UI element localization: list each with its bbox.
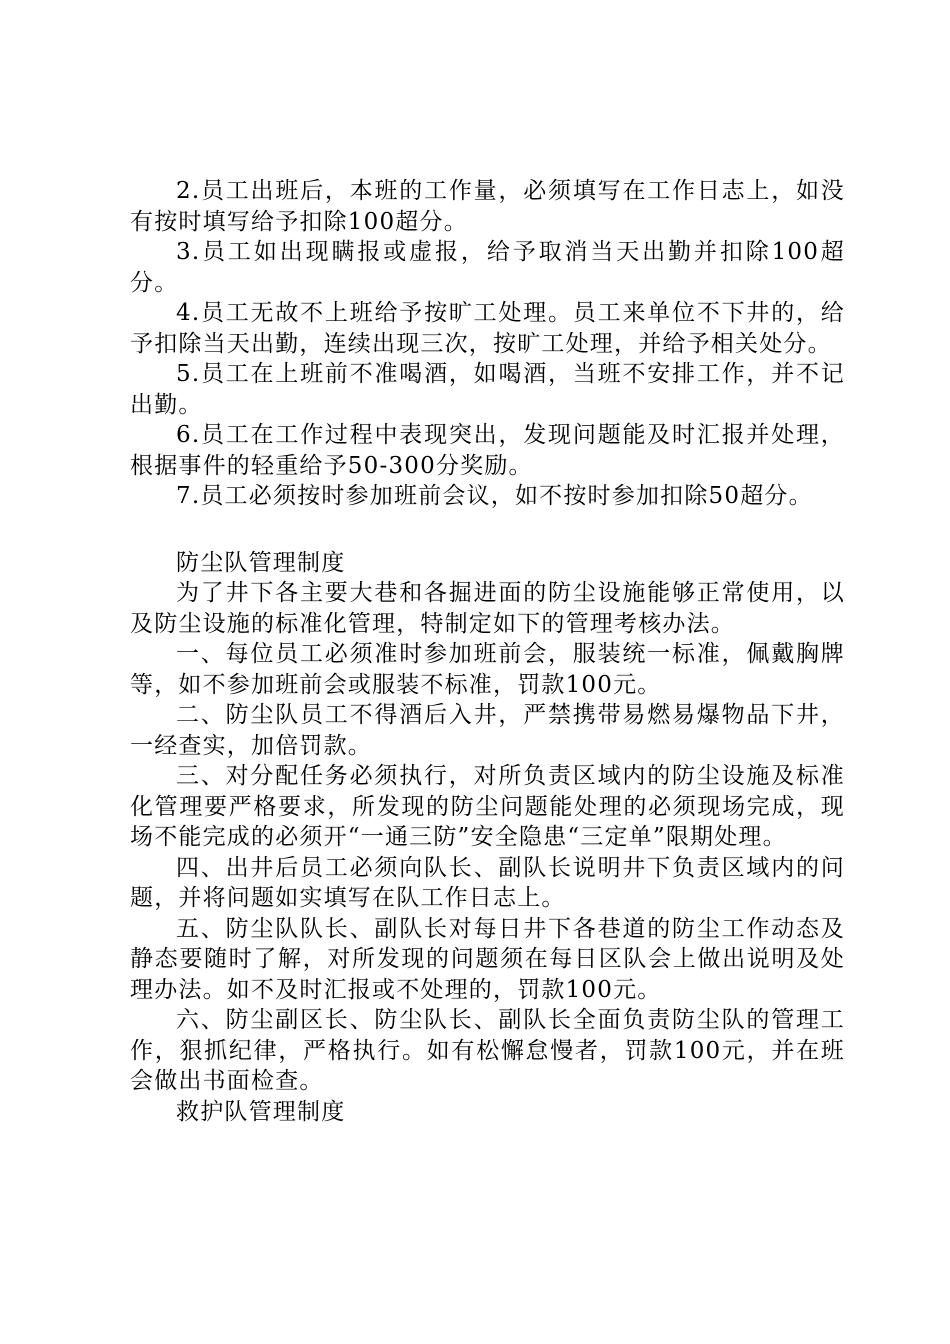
rescue-team-section: [130, 1097, 845, 1128]
document-body: [130, 176, 845, 1127]
rule-item-3: 3.员工如出现瞒报或虚报，给予取消当天出勤并扣除100超分。: [130, 239, 845, 296]
rule-item-5: 5.员工在上班前不准喝酒，如喝酒，当班不安排工作，并不记出勤。: [130, 361, 845, 418]
rule-item-2: 2.员工出班后，本班的工作量，必须填写在工作日志上，如没有按时填写给予扣除100超分。: [130, 178, 845, 235]
section-gap: [130, 512, 845, 548]
dust-item-4: 四、出井后员工必须向队长、副队长说明井下负责区域内的问题，并将问题如实填写在队工作日志上。: [130, 854, 845, 911]
rule-item-7: 7.员工必须按时参加班前会议，如不按时参加扣除50超分。: [176, 483, 813, 509]
rules-list: [130, 176, 845, 512]
dust-item-2: 二、防尘队员工不得酒后入井，严禁携带易燃易爆物品下井，一经查实，加倍罚款。: [130, 702, 845, 759]
dust-item-1: 一、每位员工必须准时参加班前会，服装统一标准，佩戴胸牌等，如不参加班前会或服装不标准，罚款100元。: [130, 641, 845, 698]
rule-item-4: 4.员工无故不上班给予按旷工处理。员工来单位不下井的，给予扣除当天出勤，连续出现三次，按旷工处理，并给予相关处分。: [130, 300, 845, 357]
section-intro: 为了井下各主要大巷和各掘进面的防尘设施能够正常使用，以及防尘设施的标准化管理，特制定如下的管理考核办法。: [130, 580, 845, 637]
rule-item-6: 6.员工在工作过程中表现突出，发现问题能及时汇报并处理，根据事件的轻重给予50-300分奖励。: [130, 422, 845, 479]
section-title: 救护队管理制度: [176, 1098, 346, 1125]
dust-item-3: 三、对分配任务必须执行，对所负责区域内的防尘设施及标准化管理要严格要求，所发现的防尘问题能处理的必须现场完成，现场不能完成的必须开“一通三防”安全隐患“三定单”限期处理。: [130, 763, 845, 850]
dust-item-6: 六、防尘副区长、防尘队长、副队长全面负责防尘队的管理工作，狠抓纪律，严格执行。如有松懈怠慢者，罚款100元，并在班会做出书面检查。: [130, 1007, 845, 1094]
section-title: 防尘队管理制度: [176, 549, 346, 576]
dust-item-5: 五、防尘队队长、副队长对每日井下各巷道的防尘工作动态及静态要随时了解，对所发现的问题须在每日区队会上做出说明及处理办法。如不及时汇报或不处理的，罚款100元。: [130, 915, 845, 1003]
dust-team-section: [130, 548, 845, 1097]
